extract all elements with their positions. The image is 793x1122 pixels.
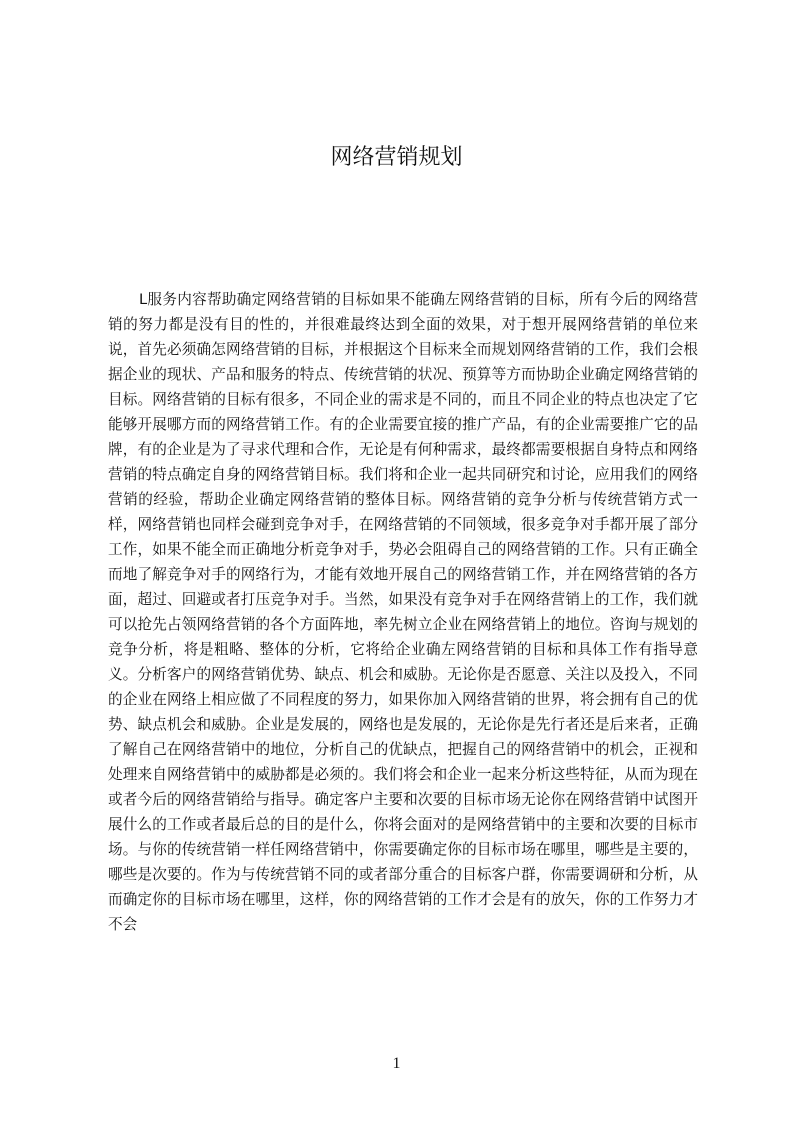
page-number: 1: [392, 1055, 401, 1072]
body-paragraph: L服务内容帮助确定网络营销的目标如果不能确左网络营销的目标，所有今后的网络营销的努力都是没有目的性的，并很难最终达到全面的效果，对于想开展网络营销的单位来说，首先必须确怎网络营销的目标，并根据这个目标来全而规划网络营销的工作，我们会根据企业的现状、产品和服务的特点、传统营销的状况、预算等方而协助企业确定网络营销的目标。网络营销的目标有很多，不同企业的需求是不同的，而且不同企业的特点也决定了它能够开展哪方而的网络营销工作。有的企业需要宜接的推广产品，有的企业需要推广它的品牌，有的企业是为了寻求代理和合作，无论是有何种需求，最终都需要根据自身特点和网络营销的特点确定自身的网络营销目标。我们将和企业一起共同研究和讨论，应用我们的网络营销的经验，帮助企业确定网络营销的整体目标。网络营销的竞争分析与传统营销方式一样，网络营销也同样会碰到竞争对手，在网络营销的不同领域，很多竞争对手都开展了部分工作，如果不能全而正确地分析竞争对手，势必会阻碍自己的网络营销的工作。只有正确全而地了解竞争对手的网络行为，才能有效地开展自己的网络营销工作，并在网络营销的各方面，超过、回避或者打压竞争对手。当然，如果没有竞争对手在网络营销上的工作，我们就可以抢先占领网络营销的各个方面阵地，率先树立企业在网络营销上的地位。咨询与规划的竞争分析，将是粗略、整体的分析，它将给企业确左网络营销的目标和具体工作有指导意义。分析客户的网络营销优势、缺点、机会和威胁。无论你是否愿意、关注以及投入，不同的企业在网络上相应做了不同程度的努力，如果你加入网络营销的世界，将会拥有自己的优势、缺点机会和威胁。企业是发展的，网络也是发展的，无论你是先行者还是后来者，正确了解自己在网络营销中的地位，分析自己的优缺点，把握自己的网络营销中的机会，正视和处理来自网络营销中的威胁都是必须的。我们将会和企业一起来分析这些特征，从而为现在或者今后的网络营销给与指导。确定客户主要和次要的目标市场无论你在网络营销中试图开展什么的工作或者最后总的目的是什么，你将会面对的是网络营销中的主要和次要的目标市场。与你的传统营销一样任网络营销中，你需要确定你的目标市场在哪里，哪些是主要的，哪些是次要的。作为与传统营销不同的或者部分重合的目标客户群，你需要调研和分析，从而确定你的目标市场在哪里，这样，你的网络营销的工作才会是有的放矢，你的工作努力才不会: [108, 291, 698, 933]
page-title: 网络营销规划: [330, 145, 463, 170]
